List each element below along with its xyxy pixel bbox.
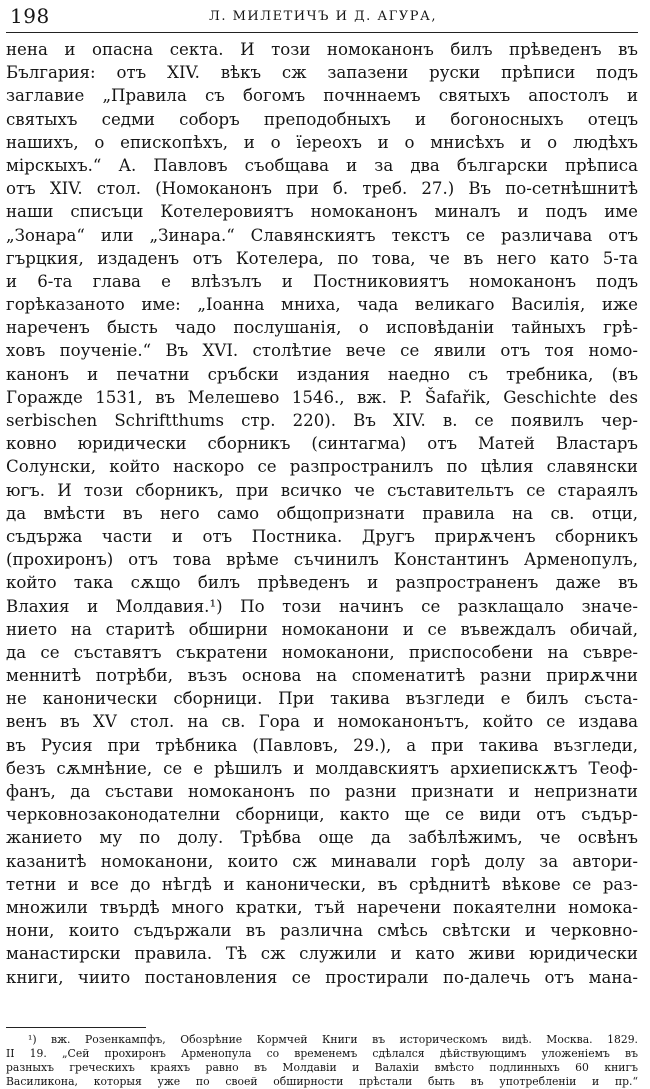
- text-line: святыхъ седми соборъ преподобныхъ и богоносныхъ отецъ: [6, 109, 638, 129]
- text-line: заглавие „Правила съ богомъ почннаемъ святыхъ апостолъ и: [6, 86, 638, 106]
- page-number: 198: [10, 4, 50, 28]
- text-line: множили твърдѣ много кратки, тъй наречени покаятелни номока-: [6, 897, 638, 917]
- text-line: наши списъци Котелеровиятъ номоканонъ миналъ и подъ име: [6, 202, 638, 222]
- body-text: [6, 38, 638, 989]
- text-line: жанието му по долу. Трѣбва още да забѣлѣжимъ, че освѣнъ: [6, 828, 638, 848]
- running-head: Л. МИЛЕТИЧЪ И Д. АГУРА,: [209, 9, 437, 24]
- text-line: отъ XIV. стол. (Номоканонъ при б. треб. 27.) Въ по-сетнѣшнитѣ: [6, 179, 638, 199]
- text-line: ковно юридически сборникъ (синтагма) отъ Матей Властаръ: [6, 434, 638, 454]
- text-line: нони, които съдържали въ различна смѣсь свѣтски и черковно-: [6, 921, 638, 941]
- text-line: и 6-та глава е влѣзълъ и Постниковиятъ номоканонъ подъ: [6, 271, 638, 291]
- text-line: нена и опасна секта. И този номоканонъ билъ прѣведенъ въ: [6, 40, 638, 59]
- text-line: Горажде 1531, въ Мелешево 1546., вж. P. Šafařik, Geschichte des: [6, 387, 638, 407]
- text-line: фанъ, да състави номоканонъ по разни признати и непризнати: [6, 782, 638, 801]
- text-line: да вмѣсти въ него само общопризнати правила на св. отци,: [6, 503, 638, 523]
- footnote-line: разныхъ греческихъ краяхъ равно въ Молдавіи и Валахіи вмѣсто подлинныхъ 60 книгъ: [6, 1061, 638, 1074]
- text-line: не канонически сборници. При такива възгледи е билъ състa-: [6, 689, 638, 709]
- text-line: горѣказаното име: „Іоанна мниха, чада великаго Василія, иже: [6, 295, 638, 315]
- text-line: мірскыхъ.“ А. Павловъ съобщава и за два български прѣписа: [6, 155, 638, 175]
- text-line: югъ. И този сборникъ, при всичко че съставительтъ се стараялъ: [6, 480, 638, 500]
- text-line: Солунски, който наскоро се разпространилъ по цѣлия славянски: [6, 457, 638, 477]
- text-line: безъ сѫмнѣние, се е рѣшилъ и молдавскиятъ архиепискѫтъ Теоф-: [6, 758, 638, 778]
- text-line: Влахия и Молдавия.¹) По този начинъ се разклащало значе-: [6, 596, 638, 616]
- text-line: serbischen Schriftthums стр. 220). Въ XIV. в. се появилъ чер-: [6, 411, 638, 430]
- text-line: меннитѣ потрѣби, възъ основа на споменатитѣ разни прирѫчни: [6, 666, 638, 686]
- text-line: България: отъ XIV. вѣкъ сж запазени руски прѣписи подъ: [6, 63, 638, 83]
- text-line: манастирски правила. Тѣ сж служили и като живи юридически: [6, 944, 638, 964]
- footnote-line: ¹) вж. Розенкампфъ, Обозрѣние Кормчей Книги въ историческомъ видѣ. Москва. 1829.: [28, 1033, 638, 1046]
- text-line: венъ въ XV стол. на св. Гора и номоканонътъ, който се издава: [6, 712, 638, 732]
- text-line: нашихъ, о епископѣхъ, и о їереохъ и о мнисѣхъ и о людѣхъ: [6, 132, 638, 152]
- header-rule: [6, 32, 638, 33]
- text-line: казанитѣ номоканони, които сж минавали горѣ долу за автори-: [6, 851, 638, 871]
- page-header: [10, 4, 636, 28]
- text-line: (прохиронъ) отъ това врѣме съчинилъ Константинъ Арменопулъ,: [6, 550, 638, 570]
- footnote-line: Василикона, которыя уже по своей обширности прѣстали быть въ употребленіи и пр.“: [6, 1075, 638, 1088]
- text-line: нието на старитѣ обширни номоканони и се въвеждалъ обичай,: [6, 619, 638, 639]
- text-line: черковнозаконодателни сборници, както ще се види отъ съдър-: [6, 805, 638, 825]
- text-line: гърцкия, издаденъ отъ Котелера, по това, че въ него като 5-та: [6, 248, 638, 268]
- text-line: тетни и все до нѣгдѣ и канонически, въ срѣднитѣ вѣкове се раз-: [6, 874, 638, 894]
- text-line: нареченъ бысть чадо послушанія, о исповѣданіи тайныхъ грѣ-: [6, 318, 638, 338]
- footnotes: [6, 1033, 638, 1089]
- text-line: книги, чиито постановления се простирали по-далечь отъ мана-: [6, 967, 638, 987]
- text-line: ховъ поученіе.“ Въ XVI. столѣтие вече се явили отъ тоя номо-: [6, 341, 638, 361]
- text-line: който така сѫщо билъ прѣведенъ и разпространенъ даже въ: [6, 573, 638, 593]
- footnote-line: II 19. „Сей прохиронъ Арменопула со временемъ сдѣлался дѣйствующимъ уложеніемъ въ: [6, 1047, 638, 1060]
- text-line: съдържа части и отъ Постника. Другъ прирѫченъ сборникъ: [6, 526, 638, 546]
- footnote-rule: [6, 1027, 146, 1028]
- text-line: въ Русия при трѣбника (Павловъ, 29.), а при такива възгледи,: [6, 735, 638, 755]
- text-line: канонъ и печатни сръбски издания наедно съ требника, (въ: [6, 364, 638, 384]
- text-line: „Зонара“ или „Зинара.“ Славянскиятъ текстъ се различава отъ: [6, 225, 638, 245]
- text-line: да се съставятъ съкратени номоканони, приспособени на съвре-: [6, 642, 638, 662]
